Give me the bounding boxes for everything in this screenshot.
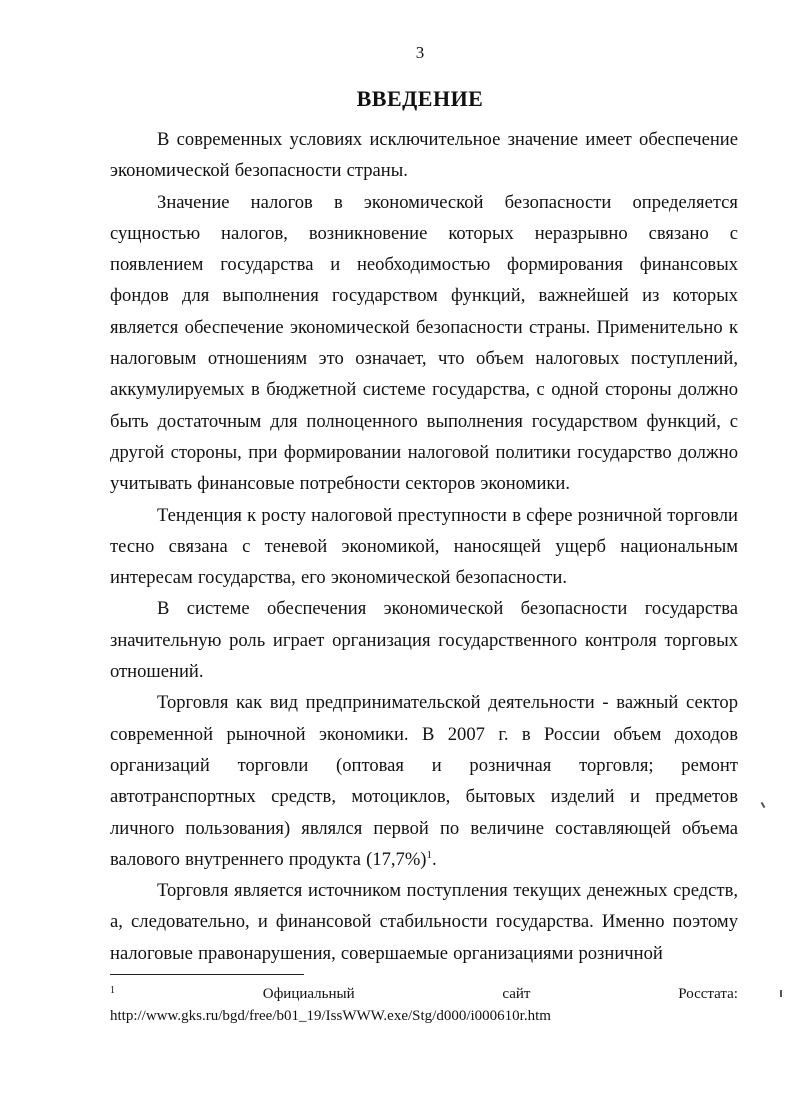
paragraph-1: В современных условиях исключительное значение имеет обеспечение экономической безопасности страны. <box>110 129 738 182</box>
page-title: ВВЕДЕНИЕ <box>356 86 484 111</box>
footnote-word-official: Официальный <box>262 986 355 1002</box>
paragraph-3: Тенденция к росту налоговой преступности в сфере розничной торговли тесно связана с теневой экономикой, наносящей ущерб национальным интересам государства, его экономической безопасности. <box>110 504 738 589</box>
footnote-word-site: сайт <box>502 986 531 1002</box>
footnote <box>110 984 738 1026</box>
body-text <box>110 124 738 969</box>
footnote-divider <box>110 974 304 975</box>
paragraph-2: Значение налогов в экономической безопасности определяется сущностью налогов, возникновение которых неразрывно связано с появлением государства и необходимостью формирования финансовых фондов для выполнения государством функций, важнейшей из которых является обеспечение экономической безопасности страны. Применительно к налоговым отношениям это означает, что объем налоговых поступлений, аккумулируемых в бюджетной системе государства, с одной стороны должно быть достаточным для полноценного выполнения государством функций, с другой стороны, при формировании налоговой политики государство должно учитывать финансовые потребности секторов экономики. <box>110 191 738 495</box>
scan-speck <box>780 990 782 997</box>
page-number: 3 <box>415 43 425 62</box>
scan-speck <box>761 802 766 808</box>
footnote-mark: 1 <box>110 985 115 996</box>
paragraph-5: Торговля как вид предпринимательской деятельности - важный сектор современной рыночной экономики. В 2007 г. в России объем доходов организаций торговли (оптовая и розничная торговля; ремонт автотранспортных средств, мотоциклов, бытовых изделий и предметов личного пользования) являлся первой по величине составляющей объема валового внутреннего продукта $(17,7\%)^1$. <box>110 692 738 870</box>
footnote-word-rosstat: Росстата: <box>678 986 738 1002</box>
paragraph-4: В системе обеспечения экономической безопасности государства значительную роль играет организация государственного контроля торговых отношений. <box>110 598 738 683</box>
paragraph-6: Торговля является источником поступления текущих денежных средств, а, следовательно, и финансовой стабильности государства. Именно поэтому налоговые правонарушения, совершаемые организациями розничной <box>110 880 738 964</box>
footnote-line <box>110 984 738 1006</box>
footnote-url-link[interactable]: http://www.gks.ru/bgd/free/b01_19/IssWWW.exe/Stg/d000/i000610r.htm <box>110 1008 551 1024</box>
footnote-reference[interactable]: 1 <box>426 848 432 861</box>
paragraph-5-text: Торговля как вид предпринимательской деятельности - важный сектор современной рыночной экономики. В 2007 г. в России объем доходов организаций торговли (оптовая и розничная торговля; ремонт автотранспортных средств, мотоциклов, бытовых изделий и предметов личного пользования) являлся первой по величине составляющей объема валового внутреннего продукта (17,7%) <box>110 692 738 870</box>
